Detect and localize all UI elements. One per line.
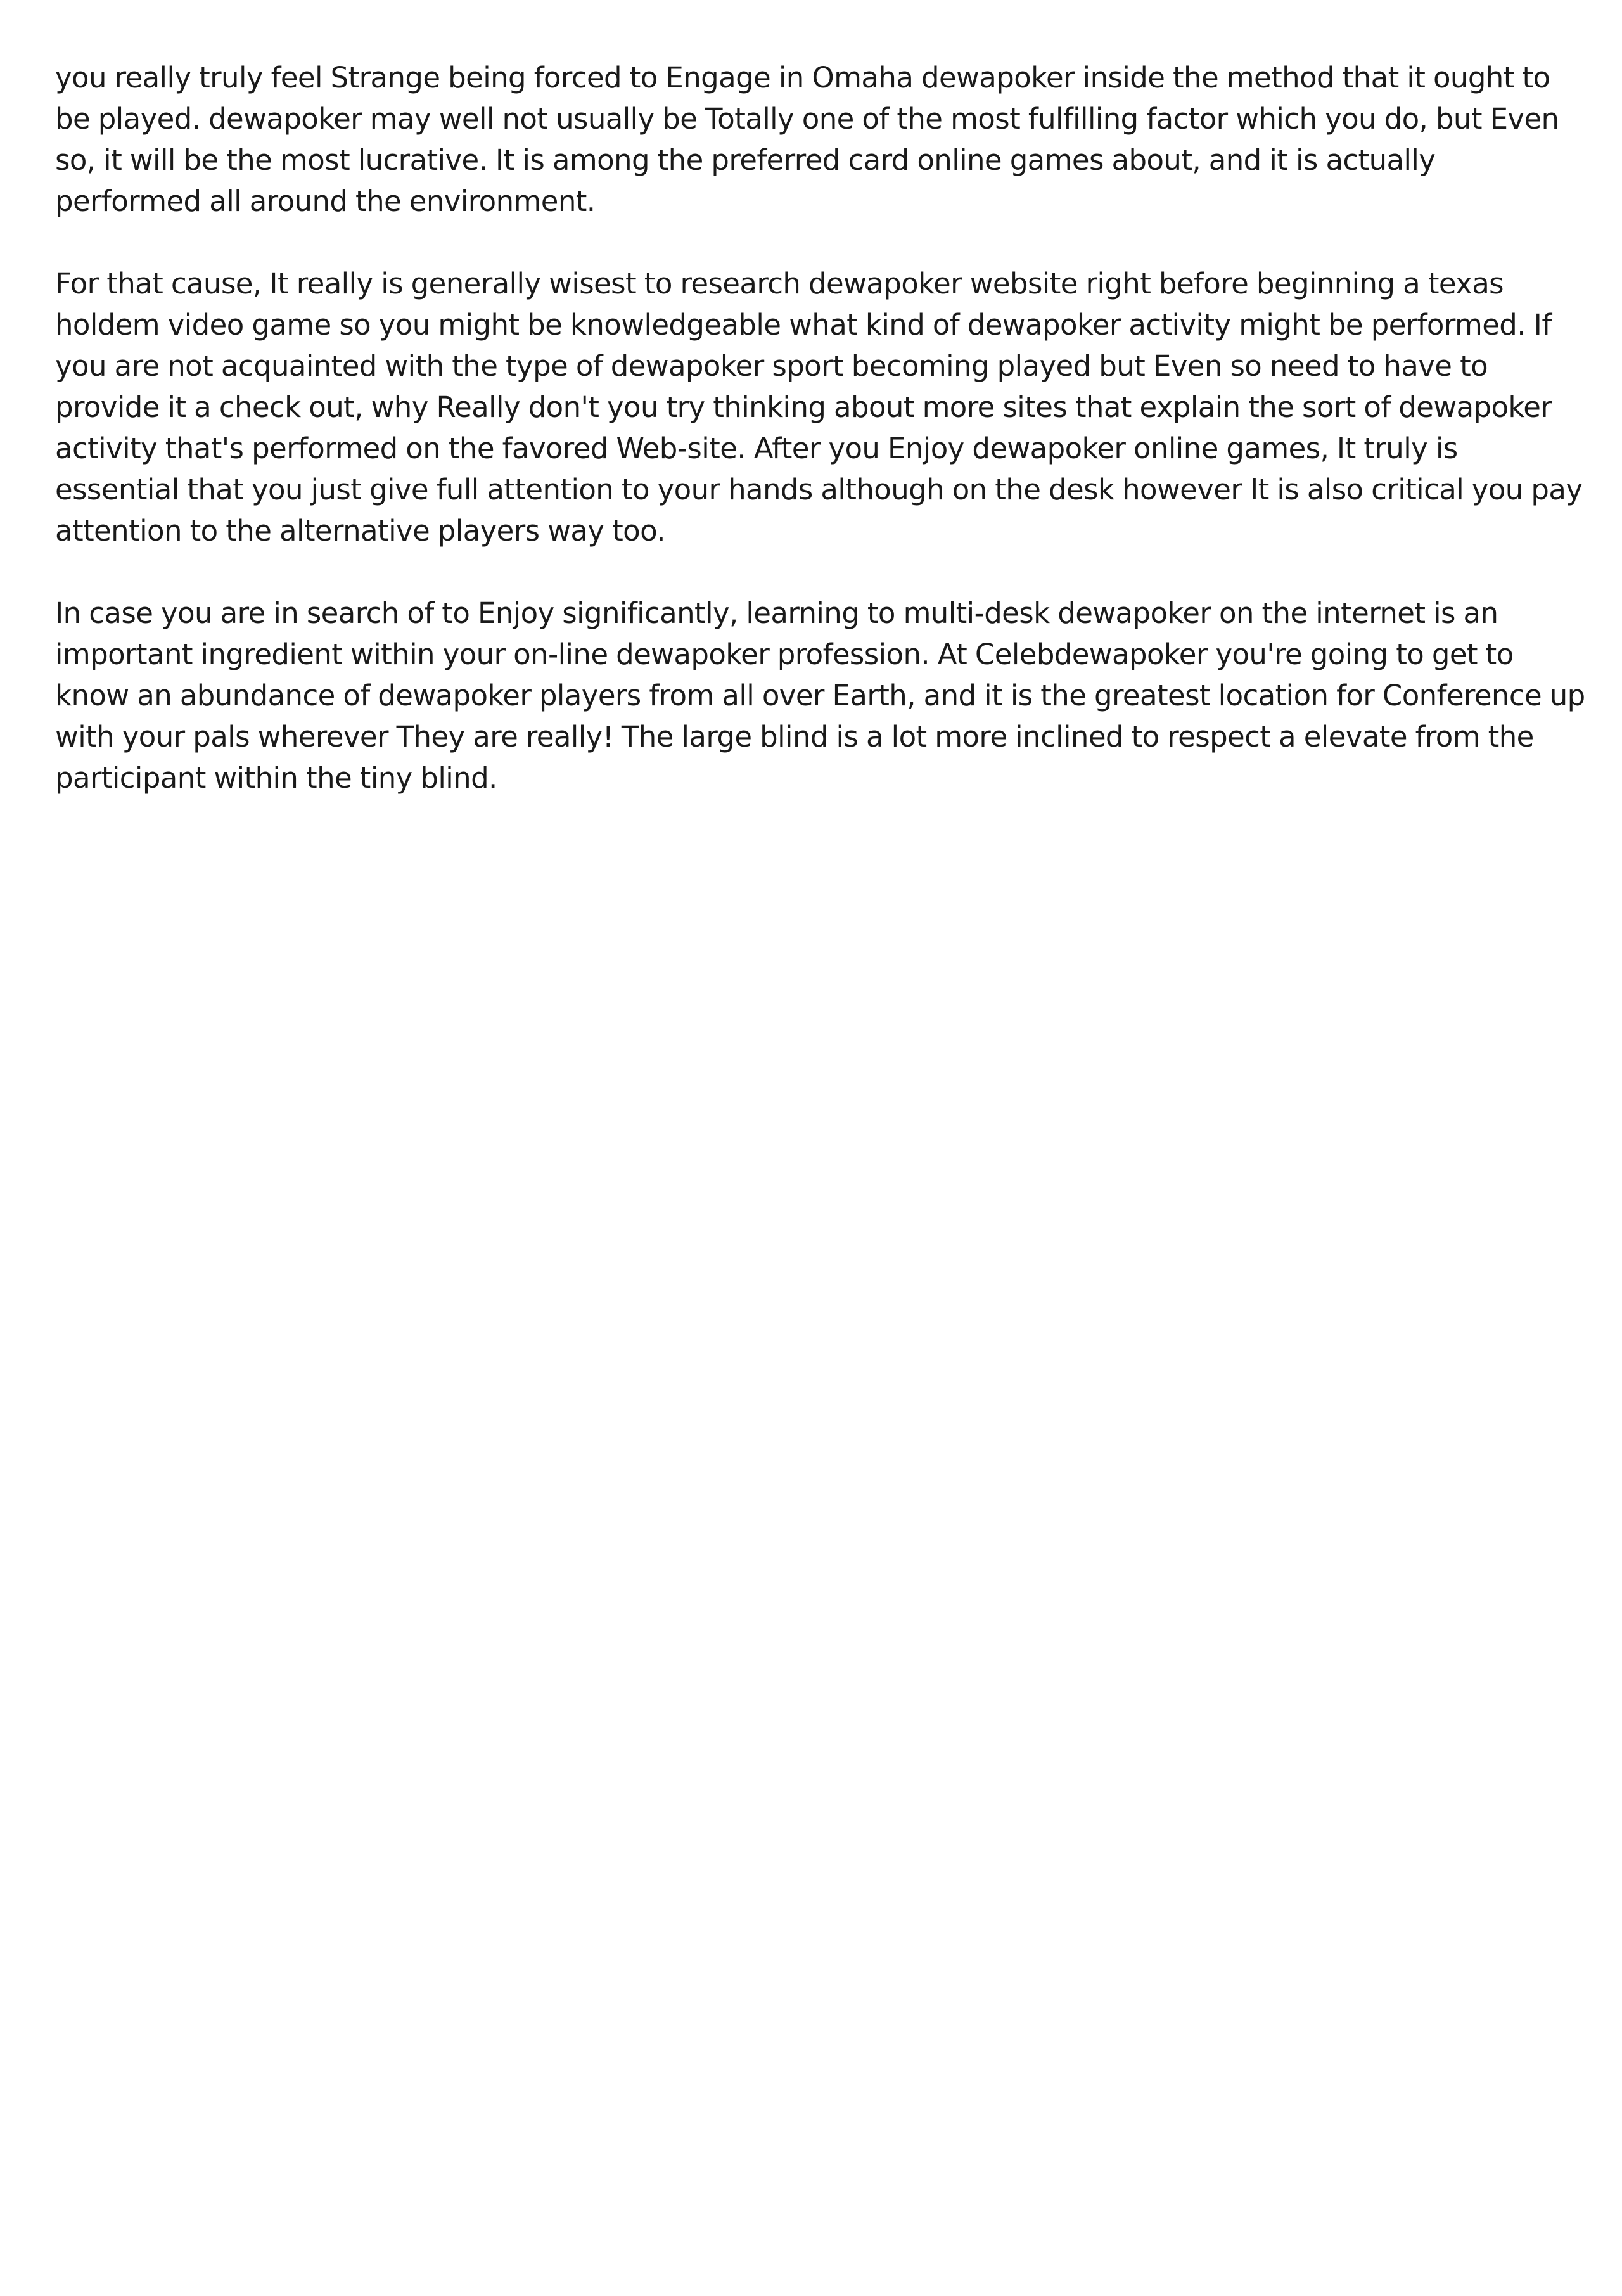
document-body — [55, 57, 1588, 840]
paragraph-2: For that cause, It really is generally wisest to research dewapoker website right before beginning a texas holdem video game so you might be knowledgeable what kind of dewapoker activity might be performed. If you are not acquainted with the type of dewapoker sport becoming played but Even so need to have to provide it a check out, why Really don't you try thinking about more sites that explain the sort of dewapoker activity that's performed on the favored Web-site. After you Enjoy dewapoker online games, It truly is essential that you just give full attention to your hands although on the desk however It is also critical you pay attention to the alternative players way too. — [55, 267, 1583, 548]
paragraph-1: you really truly feel Strange being forced to Engage in Omaha dewapoker inside the method that it ought to be played. dewapoker may well not usually be Totally one of the most fulfilling factor which you do, but Even so, it will be the most lucrative. It is among the preferred card online games about, and it is actually performed all around the environment. — [55, 61, 1559, 218]
paragraph-3: In case you are in search of to Enjoy significantly, learning to multi-desk dewapoker on the internet is an important ingredient within your on-line dewapoker profession. At Celebdewapoker you're going to get to know an abundance of dewapoker players from all over Earth, and it is the greatest location for Conference up with your pals wherever They are really! The large blind is a lot more inclined to respect a elevate from the participant within the tiny blind. — [55, 596, 1585, 795]
